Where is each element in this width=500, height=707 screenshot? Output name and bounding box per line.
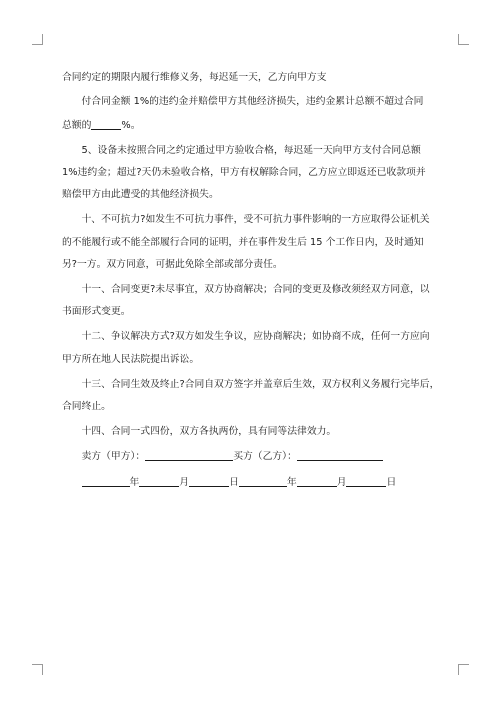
crop-mark-top-right: [458, 34, 469, 45]
text-line: 十三、合同生效及终止?合同自双方签字并盖章后生效，双方权利义务履行完毕后，: [81, 378, 440, 390]
month-unit: 月: [336, 476, 347, 488]
seller-year-field[interactable]: [82, 474, 130, 487]
text-line: [82, 472, 443, 494]
text-line: [82, 446, 443, 468]
year-unit: 年: [129, 476, 140, 488]
day-unit: 日: [229, 476, 239, 488]
paragraph-effectiveness: [62, 374, 442, 418]
day-unit: 日: [386, 476, 397, 488]
seller-day-field[interactable]: [189, 474, 229, 487]
crop-mark-bottom-left: [32, 664, 43, 675]
text-line: 合同约定的期限内履行维修义务，每迟延一天，乙方向甲方支: [62, 72, 327, 83]
text-line: 付合同金额 1%的违约金并赔偿甲方其他经济损失，违约金累计总额不超过合同: [81, 95, 424, 107]
buyer-month-field[interactable]: [297, 474, 337, 487]
text-line: [62, 115, 442, 137]
paragraph-penalty-cap: [62, 115, 442, 137]
text-line: 十二、争议解决方式?双方如发生争议，应协商解决；如协商不成，任何一方应向: [81, 331, 430, 343]
text-fragment: %。: [121, 119, 141, 131]
buyer-year-field[interactable]: [239, 474, 287, 487]
seller-month-field[interactable]: [139, 474, 179, 487]
text-line: 1%违约金；超过?天仍未验收合格，甲方有权解除合同，乙方应立即返还已收款项并: [62, 167, 426, 178]
paragraph-acceptance-clause: [62, 140, 442, 207]
text-line: 十、不可抗力?如发生不可抗力事件，受不可抗力事件影响的一方应取得公证机关: [81, 214, 430, 226]
crop-mark-top-left: [32, 34, 43, 45]
text-line: 十一、合同变更?未尽事宜，双方协商解决；合同的变更及修改须经双方同意，以: [81, 284, 430, 296]
paragraph-copies: [62, 421, 442, 443]
seller-signature-field[interactable]: [145, 448, 233, 461]
text-line: 书面形式变更。: [62, 306, 131, 318]
paragraph-contract-change: [62, 279, 442, 323]
text-line: 合同终止。: [62, 401, 111, 413]
text-line: 的不能履行或不能全部履行合同的证明，并在事件发生后 15 个工作日内，及时通知: [62, 236, 424, 248]
document-body: [62, 67, 442, 495]
buyer-signature-field[interactable]: [297, 448, 383, 461]
text-line: 十四、合同一式四份，双方各执两份，具有同等法律效力。: [81, 426, 337, 438]
buyer-day-field[interactable]: [346, 474, 386, 487]
paragraph-force-majeure: [62, 209, 442, 276]
year-unit: 年: [286, 476, 297, 488]
paragraph-dispute-resolution: [62, 326, 442, 370]
buyer-label: 买方（乙方）：: [233, 451, 297, 463]
month-unit: 月: [179, 476, 190, 488]
text-fragment: 总额的: [62, 119, 92, 131]
blank-percent-field[interactable]: [91, 117, 121, 130]
text-line: 赔偿甲方由此遭受的其他经济损失。: [62, 189, 219, 201]
date-row: [62, 472, 442, 494]
crop-mark-bottom-right: [458, 664, 469, 675]
text-line: 另?一方。双方同意，可据此免除全部或部分责任。: [62, 258, 283, 270]
text-line: 甲方所在地人民法院提出诉讼。: [62, 353, 200, 365]
paragraph-penalty-rate: [62, 91, 442, 113]
text-line: 5、设备未按照合同之约定通过甲方验收合格，每迟延一天向甲方支付合同总额: [81, 144, 421, 156]
signature-row: [62, 446, 442, 468]
seller-label: 卖方（甲方）：: [81, 451, 146, 463]
paragraph-warranty-tail: [62, 67, 442, 89]
